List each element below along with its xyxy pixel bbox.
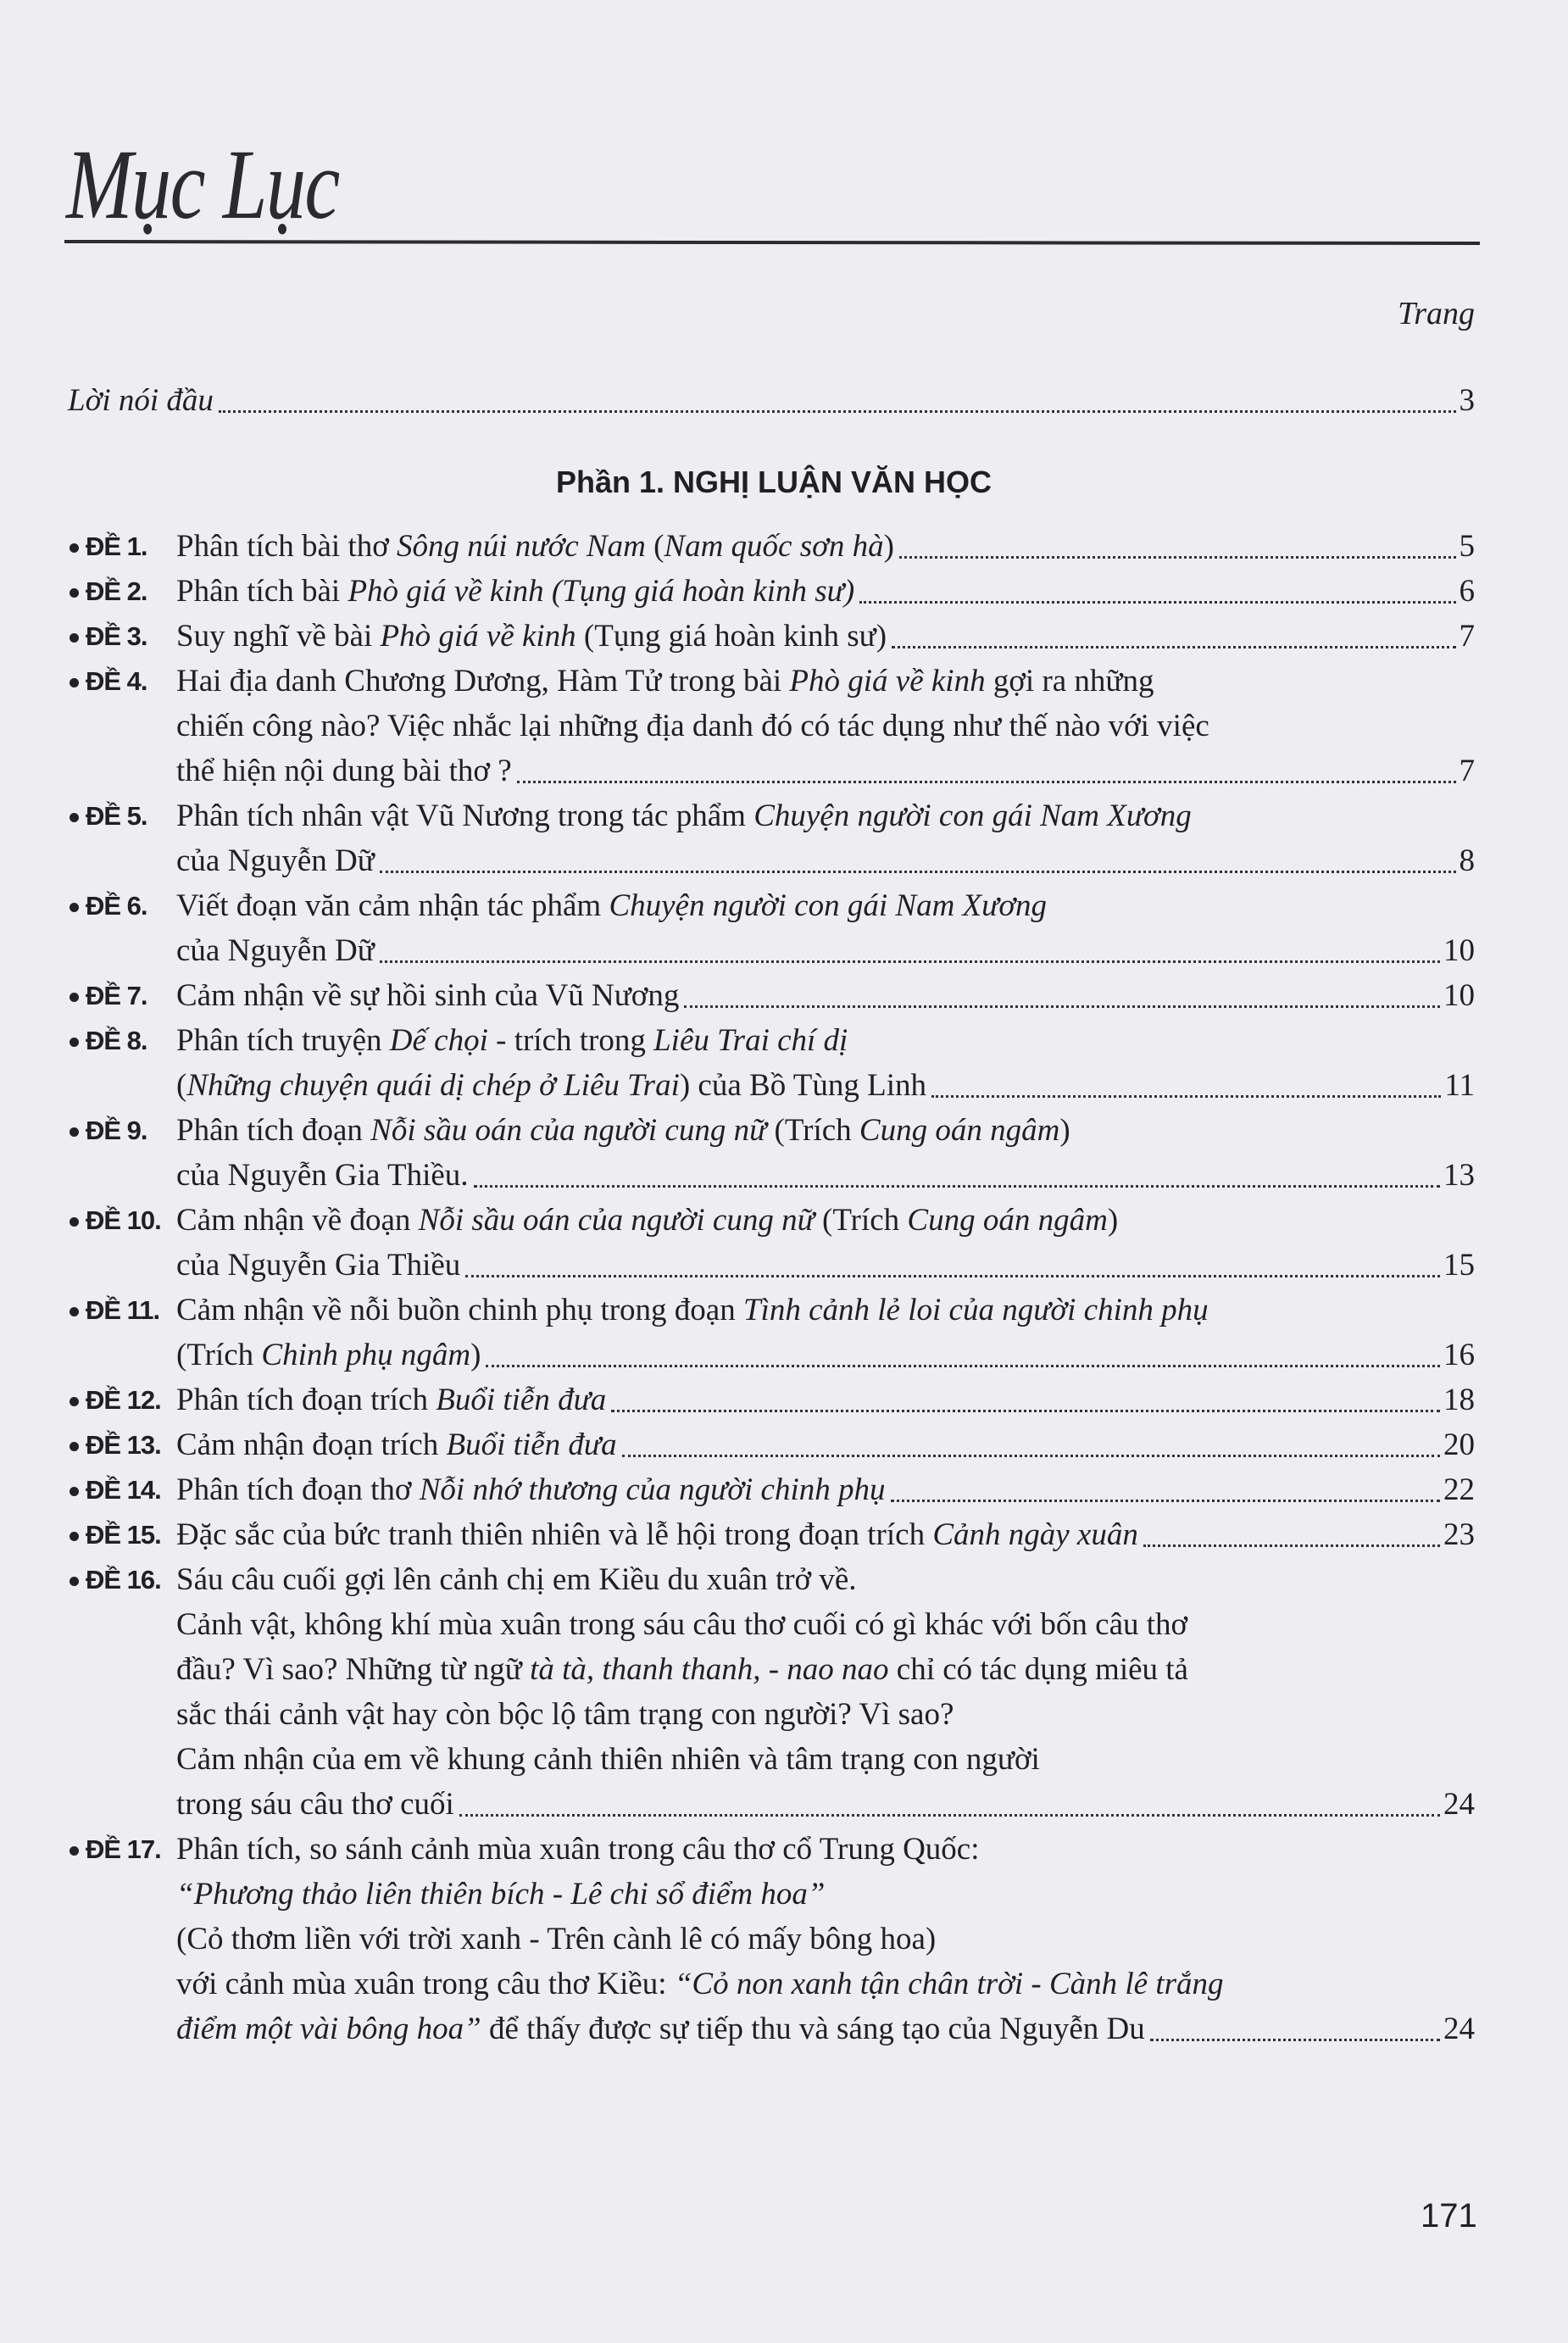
entry-text: Cung oán ngâm: [907, 1203, 1108, 1238]
entry-text: với cảnh mùa xuân trong câu thơ Kiều:: [176, 1967, 675, 2001]
entry-text: Hai địa danh Chương Dương, Hàm Tử trong bài: [176, 664, 790, 698]
bullet-icon: [70, 1846, 79, 1856]
page-ref: 11: [1444, 1068, 1475, 1103]
entry-text: của Nguyễn Gia Thiều: [176, 1248, 461, 1283]
entry-label: [70, 1512, 161, 1557]
entry-label: [70, 524, 147, 569]
entry-text: Đặc sắc của bức tranh thiên nhiên và lễ hội trong đoạn trích: [176, 1517, 933, 1552]
toc-entry[interactable]: [176, 614, 1475, 659]
bullet-icon: [70, 813, 79, 822]
entry-number: ĐỀ 17.: [86, 1834, 161, 1864]
entry-number: ĐỀ 3.: [86, 621, 147, 651]
toc-entry-continuation[interactable]: [176, 1782, 1475, 1827]
bullet-icon: [70, 1487, 79, 1496]
entry-label: [70, 1827, 161, 1872]
entry-text: ): [470, 1338, 481, 1372]
entry-text: điểm một vài bông hoa”: [176, 2012, 481, 2046]
entry-text: Những chuyện quái dị chép ở Liêu Trai: [186, 1068, 680, 1103]
preface-label: Lời nói đầu: [68, 383, 214, 418]
bullet-icon: [70, 1397, 79, 1406]
dot-leader: [931, 1095, 1441, 1098]
bullet-icon: [70, 678, 79, 687]
entry-text: Nam quốc sơn hà: [664, 529, 884, 564]
entry-number: ĐỀ 1.: [86, 531, 147, 561]
entry-text: Chuyện người con gái Nam Xương: [753, 799, 1192, 833]
entry-text: tà tà, thanh thanh, - nao nao: [530, 1652, 889, 1687]
entry-text: Phân tích đoạn: [176, 1113, 371, 1148]
page-title: Mục Lục: [66, 129, 339, 240]
toc-entry[interactable]: [176, 883, 1475, 928]
toc-entry[interactable]: [176, 1512, 1475, 1557]
entry-label: [70, 1108, 147, 1153]
dot-leader: [474, 1185, 1440, 1188]
page-ref: 6: [1459, 574, 1475, 609]
entry-text: Sáu câu cuối gợi lên cảnh chị em Kiều du xuân trở về.: [176, 1562, 857, 1597]
entry-text: “Cỏ non xanh tận chân trời - Cành lê trắng: [674, 1967, 1224, 2001]
bullet-icon: [70, 1532, 79, 1541]
page-ref: 15: [1443, 1248, 1475, 1283]
toc-entry[interactable]: [176, 1198, 1475, 1243]
entry-text: (Tụng giá hoàn kinh sư): [575, 619, 887, 654]
entry-text: Cảnh vật, không khí mùa xuân trong sáu câu thơ cuối có gì khác với bốn câu thơ: [176, 1607, 1188, 1642]
dot-leader: [465, 1275, 1440, 1277]
page-ref: 8: [1459, 843, 1475, 878]
entry-text: Cảm nhận đoạn trích: [176, 1428, 447, 1462]
toc-entry-continuation[interactable]: [176, 1692, 1475, 1737]
toc-entry-continuation[interactable]: [176, 1872, 1475, 1917]
entry-text: Liêu Trai chí dị: [653, 1023, 848, 1058]
page-number: 171: [1421, 2197, 1477, 2234]
entry-text: - trích trong: [487, 1023, 654, 1058]
bullet-icon: [70, 1038, 79, 1047]
entry-label: [70, 659, 147, 704]
toc-entry-continuation[interactable]: [176, 1917, 1475, 1962]
entry-text: đầu? Vì sao? Những từ ngữ: [176, 1652, 531, 1687]
toc-entry[interactable]: [176, 524, 1475, 569]
bullet-icon: [70, 1217, 79, 1227]
page-ref: 10: [1443, 978, 1475, 1013]
entry-number: ĐỀ 16.: [86, 1565, 161, 1594]
dot-leader: [892, 646, 1455, 648]
entry-text: Suy nghĩ về bài: [176, 619, 381, 654]
entry-text: (Cỏ thơm liền với trời xanh - Trên cành lê có mấy bông hoa): [176, 1922, 937, 1956]
entry-text: ): [1059, 1113, 1070, 1148]
toc-entry[interactable]: [176, 1557, 1475, 1602]
title-divider: [64, 240, 1480, 245]
dot-leader: [899, 556, 1456, 559]
entry-text: chiến công nào? Việc nhắc lại những địa danh đó có tác dụng như thế nào với việc: [176, 709, 1209, 743]
toc-entry-continuation[interactable]: [176, 838, 1475, 883]
entry-label: [70, 1288, 159, 1333]
toc-entry-continuation[interactable]: [176, 704, 1475, 749]
entry-text: Cảm nhận về sự hồi sinh của Vũ Nương: [176, 978, 680, 1013]
entry-text: thể hiện nội dung bài thơ ?: [176, 754, 512, 788]
bullet-icon: [70, 903, 79, 912]
entry-text: của Nguyễn Gia Thiều.: [176, 1158, 469, 1193]
entry-text: Phân tích đoạn trích: [176, 1383, 436, 1417]
bullet-icon: [70, 993, 79, 1002]
toc-entry-continuation[interactable]: [176, 1602, 1475, 1647]
page-ref: 23: [1443, 1517, 1475, 1552]
page-ref: 24: [1443, 2012, 1475, 2046]
entry-number: ĐỀ 10.: [86, 1205, 161, 1235]
dot-leader: [891, 1500, 1441, 1502]
entry-number: ĐỀ 13.: [86, 1430, 161, 1460]
toc-entry-continuation[interactable]: [176, 1153, 1475, 1198]
dot-leader: [459, 1814, 1440, 1817]
page-ref: 5: [1459, 529, 1475, 564]
entry-text: Phò giá về kinh (Tụng giá hoàn kinh sư): [348, 574, 855, 609]
page-ref: 10: [1443, 933, 1475, 968]
page-ref: 20: [1443, 1428, 1475, 1462]
bullet-icon: [70, 1442, 79, 1451]
entry-text: của Nguyễn Dữ: [176, 843, 375, 878]
toc-entry-continuation[interactable]: [176, 749, 1475, 793]
toc-entry[interactable]: [176, 569, 1475, 614]
dot-leader: [219, 410, 1456, 413]
entry-number: ĐỀ 4.: [86, 666, 147, 696]
entry-text: Nỗi nhớ thương của người chinh phụ: [419, 1472, 886, 1507]
bullet-icon: [70, 543, 79, 553]
toc-entry-continuation[interactable]: [176, 1063, 1475, 1108]
toc-entry[interactable]: [176, 1288, 1475, 1333]
entry-number: ĐỀ 15.: [86, 1520, 161, 1550]
entry-text: Cảnh ngày xuân: [932, 1517, 1138, 1552]
toc-entry[interactable]: [176, 793, 1475, 838]
entry-text: Phân tích bài thơ: [176, 529, 398, 564]
dot-leader: [1143, 1544, 1440, 1547]
toc-entry[interactable]: [176, 973, 1475, 1018]
entry-text: Nỗi sầu oán của người cung nữ: [418, 1203, 815, 1238]
entry-text: Phân tích nhân vật Vũ Nương trong tác phẩm: [176, 799, 754, 833]
entry-text: Phân tích truyện: [176, 1023, 390, 1058]
entry-text: Cung oán ngâm: [859, 1113, 1060, 1148]
toc-entry[interactable]: [176, 1377, 1475, 1422]
entry-label: [70, 1377, 161, 1422]
dot-leader: [859, 601, 1455, 604]
page-ref: 18: [1443, 1383, 1475, 1417]
entry-text: “Phương thảo liên thiên bích - Lê chi sổ điểm hoa”: [176, 1877, 826, 1912]
page-ref: 7: [1459, 619, 1475, 654]
entry-text: Buổi tiễn đưa: [446, 1428, 617, 1462]
toc-entry-continuation[interactable]: [176, 1647, 1475, 1692]
entry-text: Cảm nhận về nỗi buồn chinh phụ trong đoạn: [176, 1293, 743, 1327]
entry-number: ĐỀ 12.: [86, 1385, 161, 1415]
dot-leader: [380, 871, 1456, 873]
toc-entry[interactable]: [176, 1827, 1475, 1872]
entry-text: Nỗi sầu oán của người cung nữ: [370, 1113, 767, 1148]
entry-number: ĐỀ 2.: [86, 576, 147, 606]
entry-text: chỉ có tác dụng miêu tả: [888, 1652, 1188, 1687]
entry-text: sắc thái cảnh vật hay còn bộc lộ tâm trạng con người? Vì sao?: [176, 1697, 954, 1732]
entry-label: [70, 1198, 161, 1243]
entry-text: (Trích: [766, 1113, 859, 1148]
dot-leader: [1150, 2039, 1440, 2041]
entry-label: [70, 1422, 161, 1467]
entry-number: ĐỀ 8.: [86, 1026, 147, 1055]
dot-leader: [611, 1410, 1440, 1412]
page-ref: 22: [1443, 1472, 1475, 1507]
toc-entry[interactable]: [176, 1108, 1475, 1153]
entry-text: (Trích: [814, 1203, 908, 1238]
entry-text: (: [645, 529, 664, 564]
toc-entry-continuation[interactable]: [176, 928, 1475, 973]
entry-number: ĐỀ 5.: [86, 801, 147, 831]
entry-text: (: [176, 1068, 187, 1103]
entry-label: [70, 973, 147, 1018]
entry-label: [70, 1557, 161, 1602]
entry-text: ): [1107, 1203, 1119, 1238]
toc-entry[interactable]: [176, 659, 1475, 704]
bullet-icon: [70, 633, 79, 643]
bullet-icon: [70, 1307, 79, 1316]
bullet-icon: [70, 588, 79, 598]
toc-entry-continuation[interactable]: [176, 1243, 1475, 1288]
entry-text: Viết đoạn văn cảm nhận tác phẩm: [176, 888, 609, 923]
entry-label: [70, 569, 147, 614]
entry-number: ĐỀ 6.: [86, 891, 147, 921]
page-column-label: Trang: [1398, 296, 1475, 331]
entry-label: [70, 1467, 161, 1512]
entry-number: ĐỀ 14.: [86, 1475, 161, 1505]
entry-text: Phò giá về kinh: [380, 619, 576, 654]
dot-leader: [517, 781, 1456, 783]
entry-text: Tình cảnh lẻ loi của người chinh phụ: [742, 1293, 1209, 1327]
entry-text: Cảm nhận của em về khung cảnh thiên nhiên và tâm trạng con người: [176, 1742, 1040, 1777]
dot-leader: [380, 960, 1440, 963]
entry-text: để thấy được sự tiếp thu và sáng tạo của Nguyễn Du: [481, 2012, 1145, 2046]
page-ref: 24: [1443, 1787, 1475, 1822]
entry-text: Dế chọi: [389, 1023, 488, 1058]
entry-text: Phò giá về kinh: [789, 664, 986, 698]
bullet-icon: [70, 1577, 79, 1586]
entry-text: Phân tích đoạn thơ: [176, 1472, 420, 1507]
entry-text: Buổi tiễn đưa: [436, 1383, 607, 1417]
toc-entry[interactable]: [176, 1018, 1475, 1063]
toc-entry-continuation[interactable]: [176, 1333, 1475, 1377]
bullet-icon: [70, 1127, 79, 1137]
entry-label: [70, 883, 147, 928]
entry-text: gợi ra những: [985, 664, 1154, 698]
entry-text: của Nguyễn Dữ: [176, 933, 375, 968]
entry-number: ĐỀ 9.: [86, 1116, 147, 1145]
entry-text: Phân tích bài: [176, 574, 348, 609]
page-ref: 16: [1443, 1338, 1475, 1372]
entry-label: [70, 1018, 147, 1063]
entry-text: trong sáu câu thơ cuối: [176, 1787, 454, 1822]
toc-entry[interactable]: [176, 1467, 1475, 1512]
page-ref: 3: [1459, 383, 1475, 418]
toc-entry-continuation[interactable]: [176, 1962, 1475, 2006]
part-heading: Phần 1. NGHỊ LUẬN VĂN HỌC: [555, 465, 993, 499]
dot-leader: [684, 1005, 1440, 1008]
entry-text: Chuyện người con gái Nam Xương: [609, 888, 1048, 923]
entry-text: (Trích: [176, 1338, 262, 1372]
toc-entry-continuation[interactable]: [176, 1737, 1475, 1782]
dot-leader: [622, 1455, 1440, 1457]
entry-text: ) của Bồ Tùng Linh: [679, 1068, 927, 1103]
entry-label: [70, 793, 147, 838]
toc-entry[interactable]: [176, 1422, 1475, 1467]
page-ref: 7: [1459, 754, 1475, 788]
toc-entry-continuation[interactable]: [176, 2006, 1475, 2051]
entry-text: Cảm nhận về đoạn: [176, 1203, 419, 1238]
entry-number: ĐỀ 11.: [86, 1295, 160, 1325]
entry-number: ĐỀ 7.: [86, 981, 147, 1010]
page-ref: 13: [1443, 1158, 1475, 1193]
entry-text: Phân tích, so sánh cảnh mùa xuân trong câu thơ cổ Trung Quốc:: [176, 1832, 980, 1867]
toc-entry-preface[interactable]: [68, 378, 1475, 423]
entry-text: Sông núi nước Nam: [397, 529, 646, 564]
dot-leader: [486, 1365, 1440, 1367]
entry-text: ): [883, 529, 894, 564]
entry-text: Chinh phụ ngâm: [261, 1338, 471, 1372]
entry-label: [70, 614, 147, 659]
